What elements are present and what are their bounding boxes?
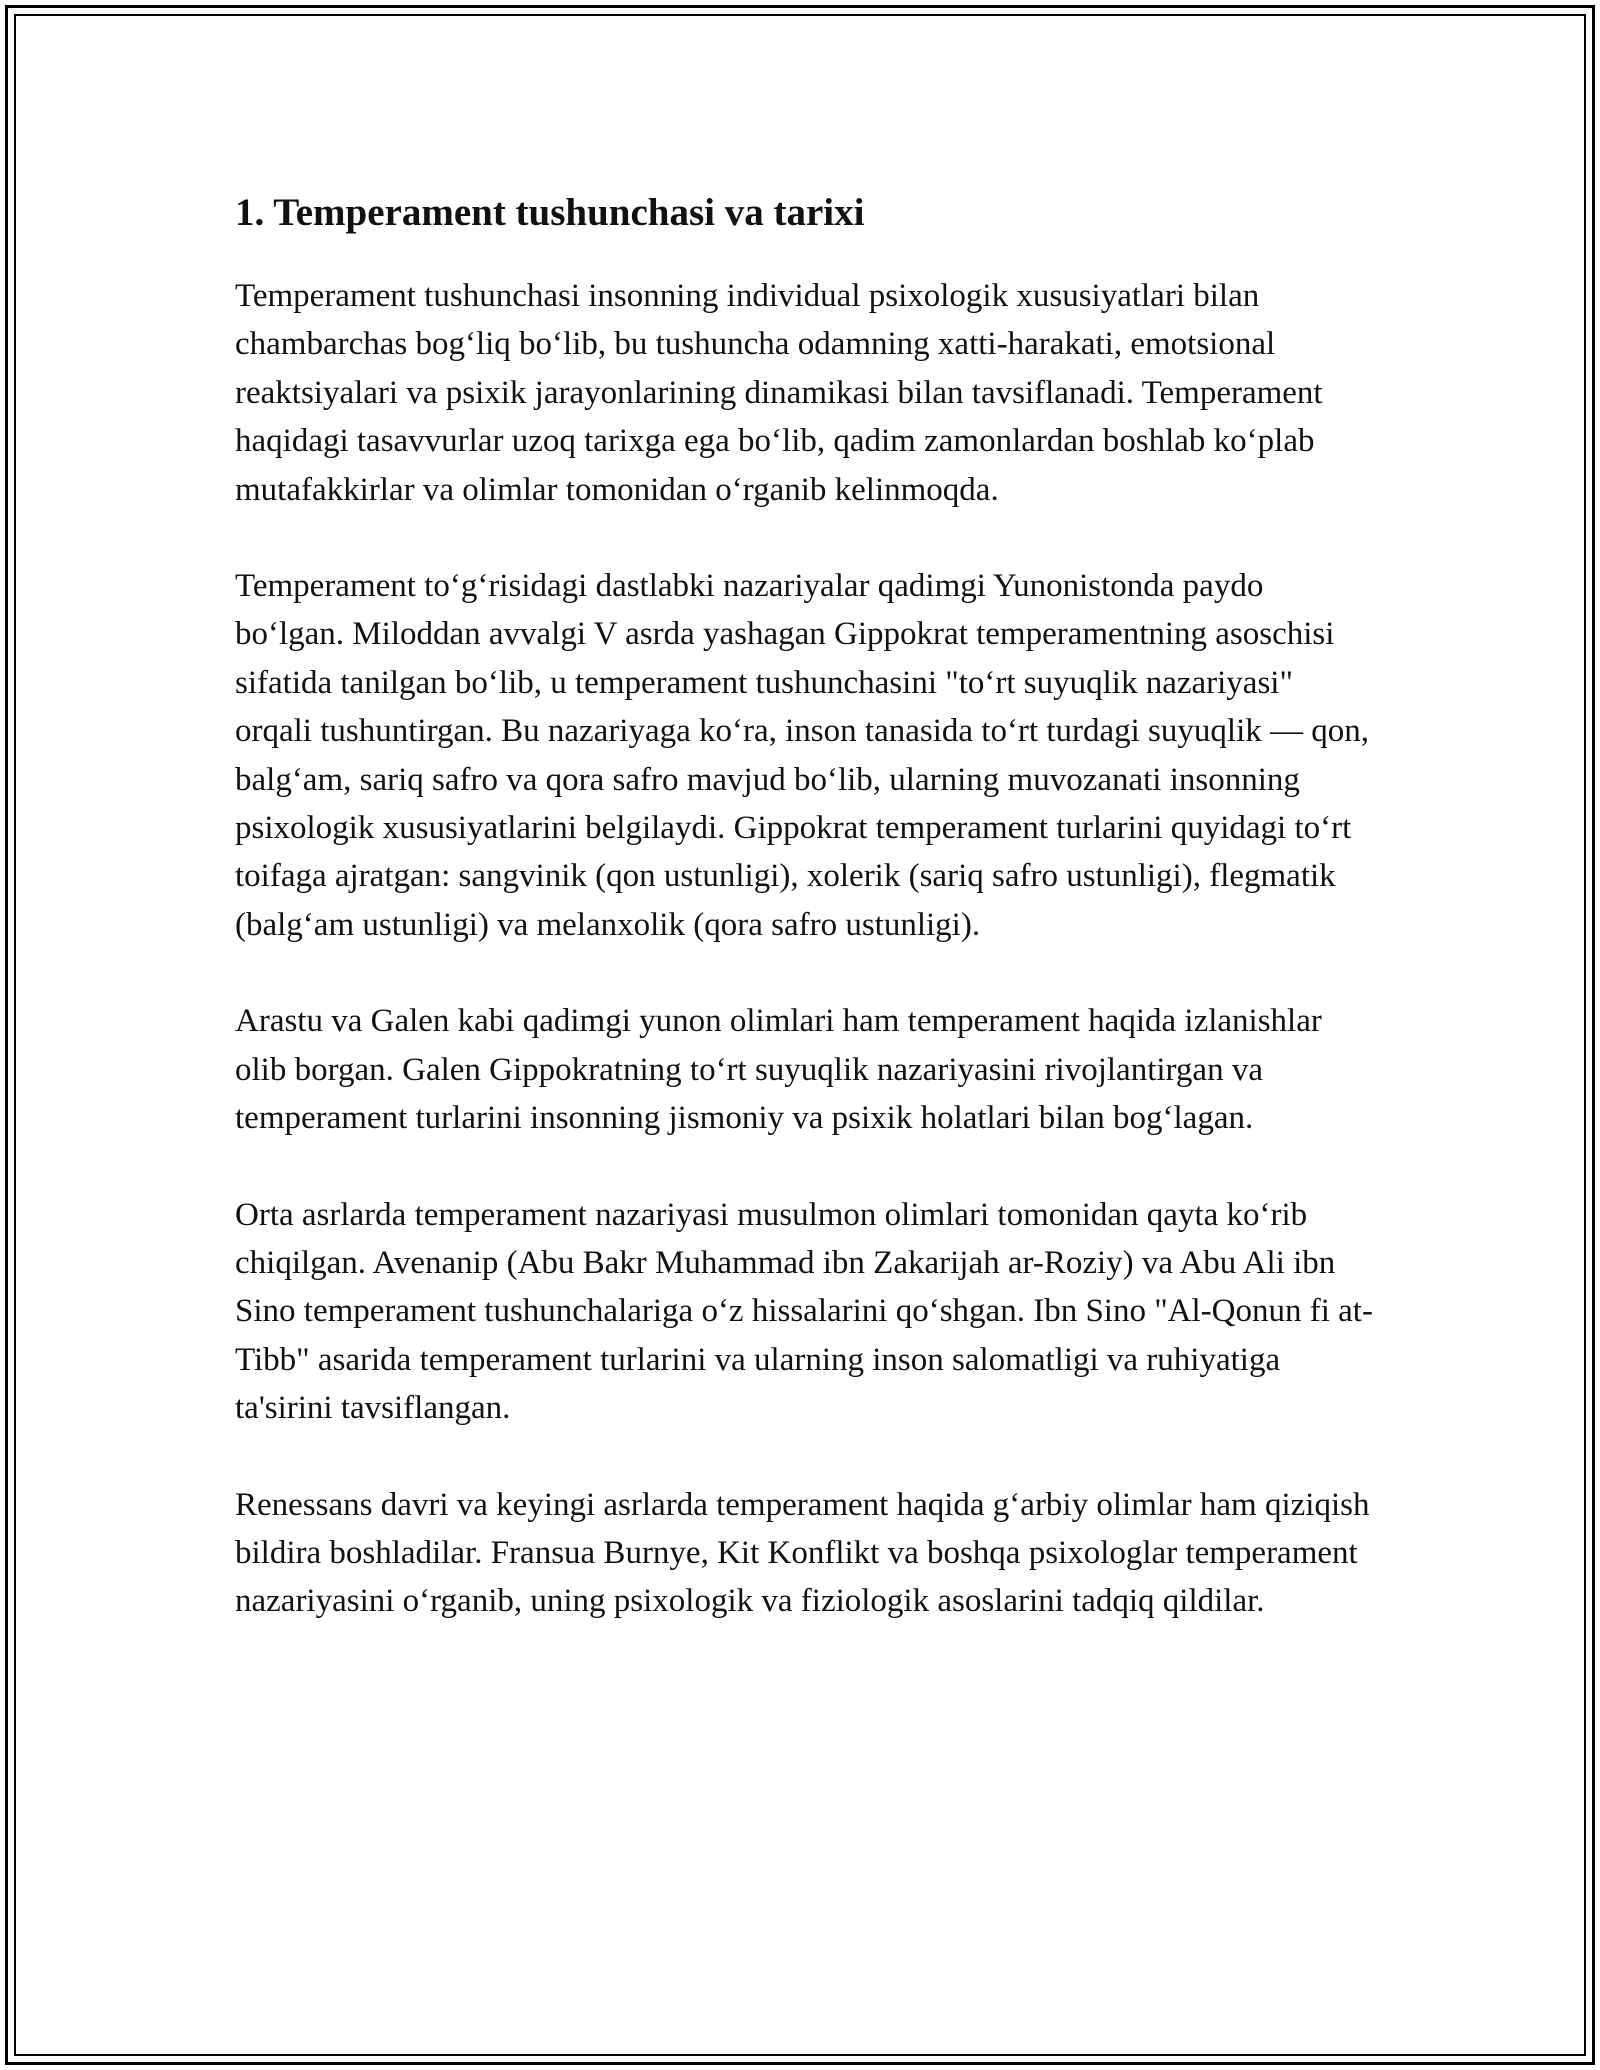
paragraph-5: Renessans davri va keyingi asrlarda temperament haqida g‘arbiy olimlar ham qiziqish bildira boshladilar. Fransua Burnye, Kit Konflikt va boshqa psixologlar temperament nazariyasini o‘rganib, uning psixologik va fiziologik asoslarini tadqiq qildilar.	[235, 1486, 1370, 1620]
section-heading: 1. Temperament tushunchasi va tarixi	[235, 191, 865, 234]
paragraph-4: Orta asrlarda temperament nazariyasi musulmon olimlari tomonidan qayta ko‘rib chiqilgan. Avenanip (Abu Bakr Muhammad ibn Zakarijah ar-Roziy) va Abu Ali ibn Sino temperament tushunchalariga o‘z hissalarini qo‘shgan. Ibn Sino "Al-Qonun fi at-Tibb" asarida temperament turlarini va ularning inson salomatligi va ruhiyatiga ta'sirini tavsiflangan.	[235, 1196, 1373, 1427]
document-body	[235, 180, 1375, 1674]
paragraph-3: Arastu va Galen kabi qadimgi yunon olimlari ham temperament haqida izlanishlar olib borgan. Galen Gippokratning to‘rt suyuqlik nazariyasini rivojlantirgan va temperament turlarini insonning jismoniy va psixik holatlari bilan bog‘lagan.	[235, 1003, 1322, 1137]
paragraph-1: Temperament tushunchasi insonning individual psixologik xususiyatlari bilan chambarchas bog‘liq bo‘lib, bu tushuncha odamning xatti-harakati, emotsional reaktsiyalari va psixik jarayonlarining dinamikasi bilan tavsiflanadi. Temperament haqidagi tasavvurlar uzoq tarixga ega bo‘lib, qadim zamonlardan boshlab ko‘plab mutafakkirlar va olimlar tomonidan o‘rganib kelinmoqda.	[235, 278, 1323, 508]
paragraph-2: Temperament to‘g‘risidagi dastlabki nazariyalar qadimgi Yunonistonda paydo bo‘lgan. Miloddan avvalgi V asrda yashagan Gippokrat temperamentning asoschisi sifatida tanilgan bo‘lib, u temperament tushunchasini "to‘rt suyuqlik nazariyasi" orqali tushuntirgan. Bu nazariyaga ko‘ra, inson tanasida to‘rt turdagi suyuqlik — qon, balg‘am, sariq safro va qora safro mavjud bo‘lib, ularning muvozanati insonning psixologik xususiyatlarini belgilaydi. Gippokrat temperament turlarini quyidagi to‘rt toifaga ajratgan: sangvinik (qon ustunligi), xolerik (sariq safro ustunligi), flegmatik (balg‘am ustunligi) va melanxolik (qora safro ustunligi).	[235, 568, 1369, 943]
